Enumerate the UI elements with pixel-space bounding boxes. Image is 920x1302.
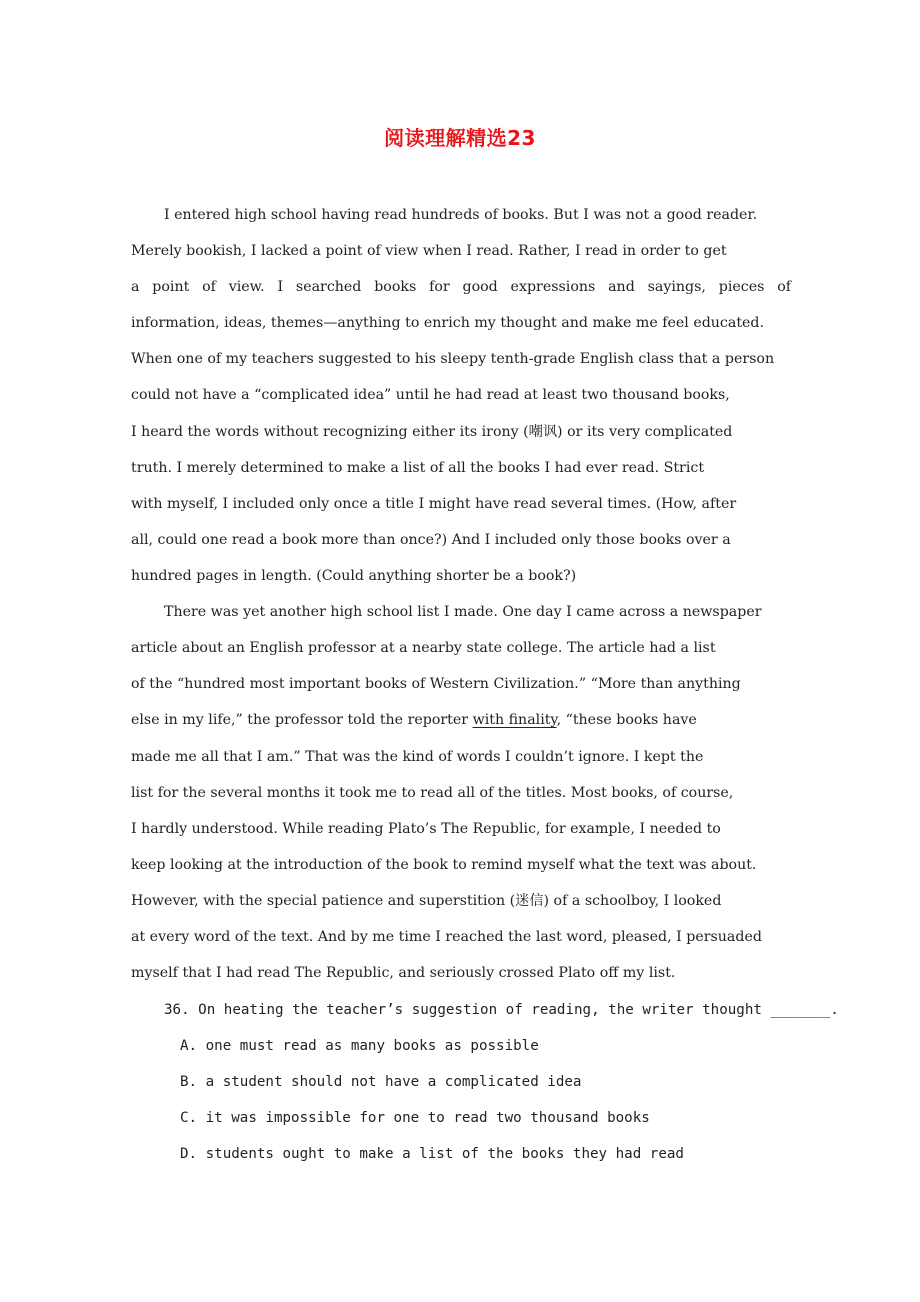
paragraph-line [131, 710, 791, 730]
line-text: else in my life,” the professor told the reporter [131, 712, 473, 728]
paragraph-line: a point of view. I searched books for good expressions and sayings, pieces of [131, 279, 791, 295]
paragraph-line: Merely bookish, I lacked a point of view when I read. Rather, I read in order to get [131, 243, 727, 259]
paragraph-line: There was yet another high school list I made. One day I came across a newspaper [164, 604, 762, 620]
paragraph-line: with myself, I included only once a title I might have read several times. (How, after [131, 496, 737, 512]
paragraph-line: I hardly understood. While reading Plato’s The Republic, for example, I needed to [131, 821, 721, 837]
paragraph-line: I heard the words without recognizing either its irony (嘲讽) or its very complicated [131, 424, 733, 440]
paragraph-line: truth. I merely determined to make a list of all the books I had ever read. Strict [131, 460, 705, 476]
paragraph-line: information, ideas, themes—anything to enrich my thought and make me feel educated. [131, 315, 765, 331]
option-b[interactable]: B. a student should not have a complicated idea [180, 1074, 582, 1090]
paragraph-line: hundred pages in length. (Could anything shorter be a book?) [131, 568, 577, 584]
option-d[interactable]: D. students ought to make a list of the books they had read [180, 1146, 684, 1162]
paragraph-line: made me all that I am.” That was the kind of words I couldn’t ignore. I kept the [131, 749, 704, 765]
paragraph-line: article about an English professor at a nearby state college. The article had a list [131, 640, 716, 656]
paragraph-line: all, could one read a book more than once?) And I included only those books over a [131, 532, 731, 548]
page-title: 阅读理解精选23 [384, 126, 536, 150]
option-a[interactable]: A. one must read as many books as possible [180, 1038, 539, 1054]
paragraph-line: keep looking at the introduction of the book to remind myself what the text was about. [131, 857, 757, 873]
paragraph-line: list for the several months it took me to read all of the titles. Most books, of course, [131, 785, 734, 801]
paragraph-line: could not have a “complicated idea” until he had read at least two thousand books, [131, 387, 730, 403]
question-stem: 36. On heating the teacher’s suggestion of reading, the writer thought _______. [164, 1002, 839, 1018]
paragraph-line: myself that I had read The Republic, and seriously crossed Plato off my list. [131, 965, 676, 981]
paragraph-line: When one of my teachers suggested to his sleepy tenth-grade English class that a person [131, 351, 775, 367]
paragraph-line: I entered high school having read hundreds of books. But I was not a good reader. [164, 207, 758, 223]
underlined-phrase: with finality [472, 712, 557, 728]
paragraph-line: at every word of the text. And by me time I reached the last word, pleased, I persuaded [131, 929, 762, 945]
line-text: , “these books have [556, 712, 697, 728]
option-c[interactable]: C. it was impossible for one to read two thousand books [180, 1110, 650, 1126]
paragraph-line: However, with the special patience and superstition (迷信) of a schoolboy, I looked [131, 893, 722, 909]
paragraph-line: of the “hundred most important books of Western Civilization.” “More than anything [131, 676, 741, 692]
